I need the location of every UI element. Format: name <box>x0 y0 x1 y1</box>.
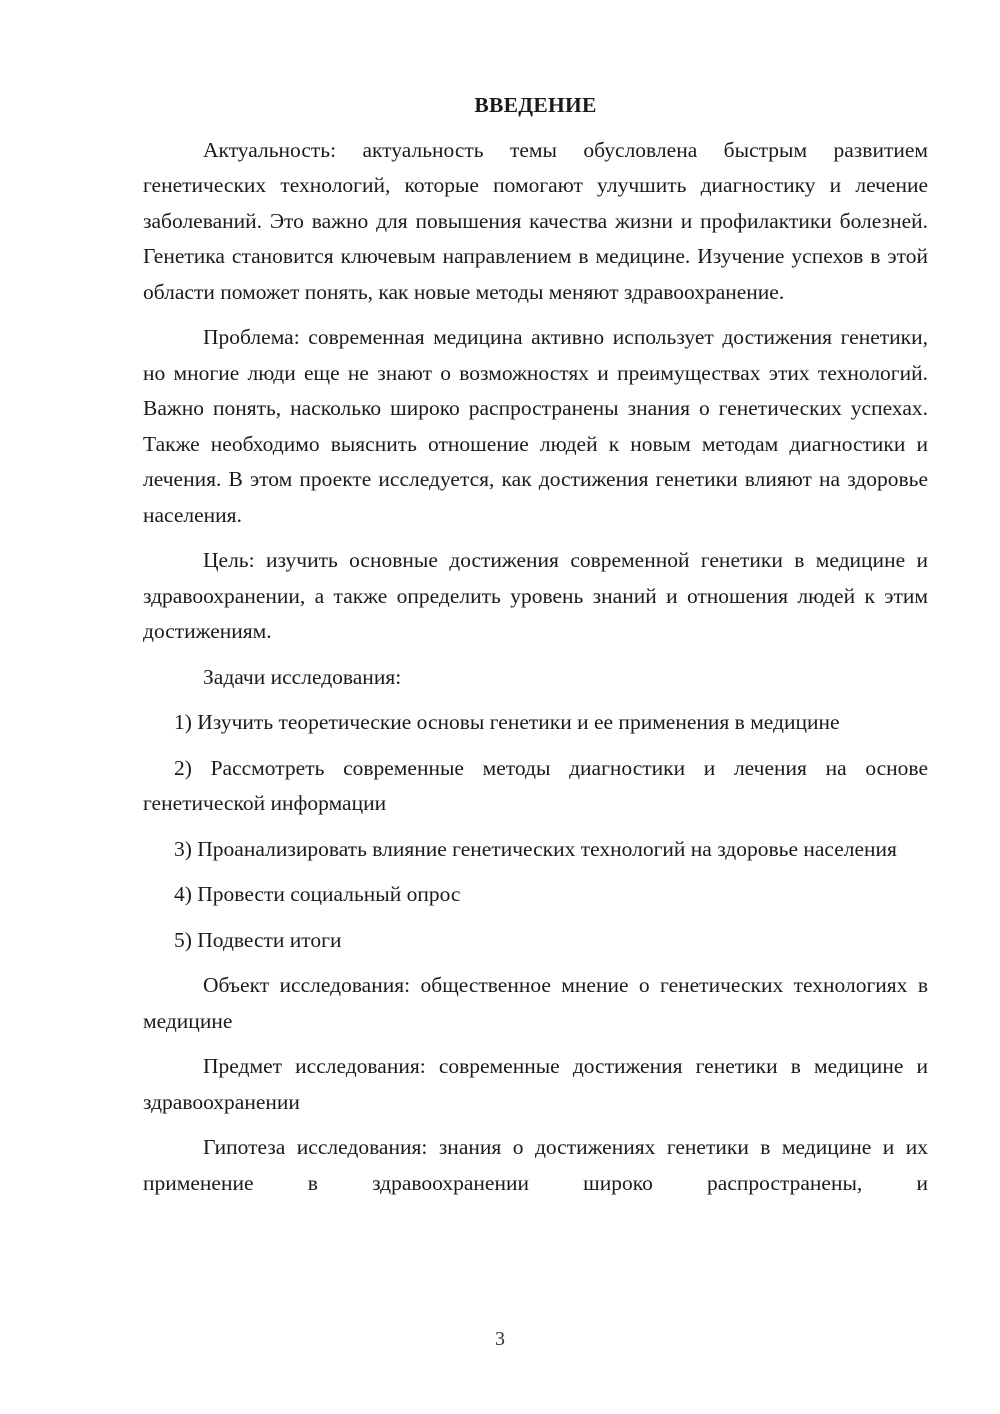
paragraph-problem: Проблема: современная медицина активно использует достижения генетики, но многие люди еще не знают о возможностях и преимуществах этих технологий. Важно понять, насколько широко распространены знания о генетических успехах. Также необходимо выяснить отношение людей к новым методам диагностики и лечения. В этом проекте исследуется, как достижения генетики влияют на здоровье населения. <box>143 325 928 527</box>
task-item-3: 3) Проанализировать влияние генетических технологий на здоровье населения <box>174 836 897 861</box>
paragraph-goal: Цель: изучить основные достижения современной генетики в медицине и здравоохранении, а также определить уровень знаний и отношения людей к этим достижениям. <box>143 548 928 643</box>
task-item-4: 4) Провести социальный опрос <box>174 882 461 906</box>
task-item-1: 1) Изучить теоретические основы генетики и ее применения в медицине <box>174 710 840 734</box>
page-number: 3 <box>495 1328 505 1350</box>
paragraph-relevance: Актуальность: актуальность темы обусловлена быстрым развитием генетических технологий, которые помогают улучшить диагностику и лечение заболеваний. Это важно для повышения качества жизни и профилактики болезней. Генетика становится ключевым направлением в медицине. Изучение успехов в этой области поможет понять, как новые методы меняют здравоохранение. <box>143 137 928 304</box>
paragraph-subject: Предмет исследования: современные достижения генетики в медицине и здравоохранении <box>143 1054 928 1114</box>
paragraph-object: Объект исследования: общественное мнение о генетических технологиях в медицине <box>143 973 928 1033</box>
paragraph-hypothesis: Гипотеза исследования: знания о достижениях генетики в медицине и их применение в здравоохранении широко распространены, и <box>143 1135 928 1195</box>
task-item-5: 5) Подвести итоги <box>174 927 342 952</box>
section-title: ВВЕДЕНИЕ <box>474 93 597 117</box>
task-item-2: 2) Рассмотреть современные методы диагностики и лечения на основе генетической информации <box>143 755 928 815</box>
paragraph-tasks-heading: Задачи исследования: <box>203 664 402 689</box>
document-page <box>143 88 928 1211</box>
